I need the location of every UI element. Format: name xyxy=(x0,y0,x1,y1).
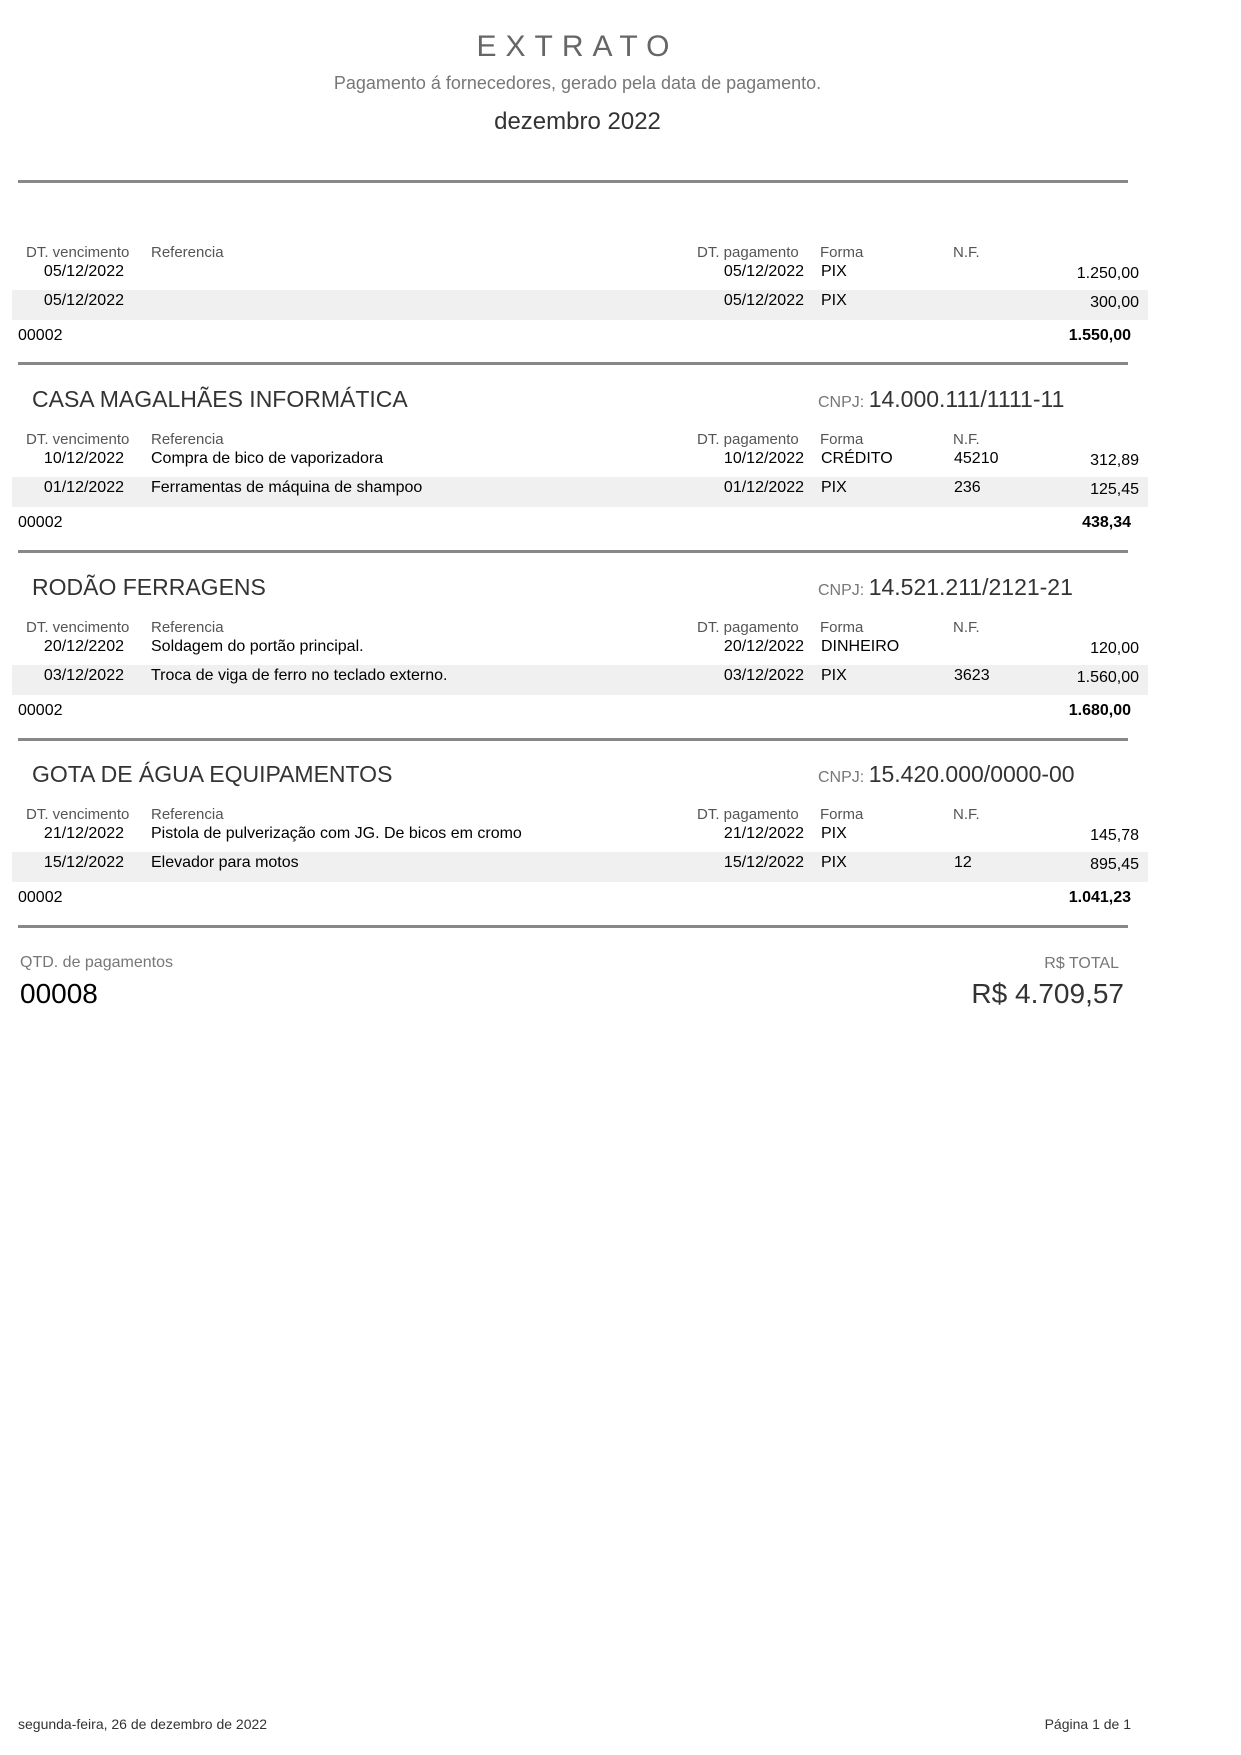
col-due-header: DT. vencimento xyxy=(26,619,130,636)
payment-date: 01/12/2022 xyxy=(723,479,804,496)
table-row xyxy=(12,823,1148,853)
payments-count-value: 00008 xyxy=(20,978,98,1009)
group-count: 00002 xyxy=(18,514,63,531)
invoice-number: 3623 xyxy=(954,667,990,684)
amount: 312,89 xyxy=(1090,452,1139,469)
amount: 300,00 xyxy=(1090,294,1139,311)
col-paid-header: DT. pagamento xyxy=(697,806,799,823)
group-count: 00002 xyxy=(18,327,63,344)
col-nf-header: N.F. xyxy=(953,244,980,261)
table-row xyxy=(12,290,1148,320)
group-count: 00002 xyxy=(18,702,63,719)
payment-method: PIX xyxy=(821,667,847,684)
col-nf-header: N.F. xyxy=(953,806,980,823)
payment-date: 05/12/2022 xyxy=(723,292,804,309)
supplier-name: RODÃO FERRAGENS xyxy=(32,574,266,600)
col-method-header: Forma xyxy=(820,431,864,448)
col-paid-header: DT. pagamento xyxy=(697,619,799,636)
amount: 1.560,00 xyxy=(1076,669,1139,686)
page-number: Página 1 de 1 xyxy=(1044,1716,1131,1732)
supplier-cnpj xyxy=(818,386,1064,413)
payment-date: 03/12/2022 xyxy=(723,667,804,684)
cnpj-label: CNPJ: xyxy=(818,394,865,411)
payment-method: DINHEIRO xyxy=(821,638,900,655)
report-subtitle: Pagamento á fornecedores, gerado pela data de pagamento. xyxy=(333,73,822,93)
table-row xyxy=(12,477,1148,507)
payment-method: CRÉDITO xyxy=(821,450,893,467)
payment-method: PIX xyxy=(821,854,847,871)
cnpj-label: CNPJ: xyxy=(818,582,865,599)
col-paid-header: DT. pagamento xyxy=(697,244,799,261)
table-row xyxy=(12,448,1148,478)
grand-total-label: R$ TOTAL xyxy=(1044,955,1119,972)
payment-date: 05/12/2022 xyxy=(723,263,804,280)
due-date: 01/12/2022 xyxy=(43,479,124,496)
cnpj-label: CNPJ: xyxy=(818,769,865,786)
payment-date: 21/12/2022 xyxy=(723,825,804,842)
col-due-header: DT. vencimento xyxy=(26,244,130,261)
group-count: 00002 xyxy=(18,889,63,906)
group-divider xyxy=(18,550,1128,553)
col-method-header: Forma xyxy=(820,619,864,636)
header-divider xyxy=(18,180,1128,183)
payment-method: PIX xyxy=(821,479,847,496)
group-total: 1.680,00 xyxy=(1068,702,1131,719)
supplier-cnpj xyxy=(818,761,1075,788)
invoice-number: 236 xyxy=(954,479,981,496)
payments-count-label: QTD. de pagamentos xyxy=(20,954,173,971)
col-ref-header: Referencia xyxy=(151,431,224,448)
table-row xyxy=(12,665,1148,695)
reference: Troca de viga de ferro no teclado externo. xyxy=(151,667,448,684)
due-date: 10/12/2022 xyxy=(43,450,124,467)
report-month: dezembro 2022 xyxy=(494,108,661,135)
supplier-name: CASA MAGALHÃES INFORMÁTICA xyxy=(32,386,408,412)
due-date: 20/12/2202 xyxy=(43,638,124,655)
col-ref-header: Referencia xyxy=(151,806,224,823)
due-date: 05/12/2022 xyxy=(43,292,124,309)
due-date: 15/12/2022 xyxy=(43,854,124,871)
amount: 125,45 xyxy=(1090,481,1139,498)
table-row xyxy=(12,636,1148,666)
amount: 145,78 xyxy=(1090,827,1139,844)
payment-date: 10/12/2022 xyxy=(723,450,804,467)
due-date: 05/12/2022 xyxy=(43,263,124,280)
col-method-header: Forma xyxy=(820,244,864,261)
report-title: EXTRATO xyxy=(476,30,679,63)
payment-method: PIX xyxy=(821,263,847,280)
col-due-header: DT. vencimento xyxy=(26,806,130,823)
payment-date: 15/12/2022 xyxy=(723,854,804,871)
invoice-number: 45210 xyxy=(954,450,999,467)
supplier-name: GOTA DE ÁGUA EQUIPAMENTOS xyxy=(32,761,393,787)
group-total: 1.550,00 xyxy=(1068,327,1131,344)
due-date: 03/12/2022 xyxy=(43,667,124,684)
reference: Pistola de pulverização com JG. De bicos em cromo xyxy=(151,825,522,842)
amount: 120,00 xyxy=(1090,640,1139,657)
col-method-header: Forma xyxy=(820,806,864,823)
table-row xyxy=(12,852,1148,882)
summary-divider xyxy=(18,925,1128,928)
group-divider xyxy=(18,738,1128,741)
cnpj-value: 14.000.111/1111-11 xyxy=(868,386,1065,412)
payment-method: PIX xyxy=(821,825,847,842)
invoice-number: 12 xyxy=(954,854,972,871)
amount: 895,45 xyxy=(1090,856,1139,873)
footer-date: segunda-feira, 26 de dezembro de 2022 xyxy=(18,1716,268,1732)
table-row xyxy=(12,261,1148,291)
reference: Compra de bico de vaporizadora xyxy=(151,450,384,467)
col-nf-header: N.F. xyxy=(953,619,980,636)
col-ref-header: Referencia xyxy=(151,619,224,636)
col-ref-header: Referencia xyxy=(151,244,224,261)
payment-method: PIX xyxy=(821,292,847,309)
cnpj-value: 15.420.000/0000-00 xyxy=(868,761,1075,787)
group-total: 1.041,23 xyxy=(1068,889,1131,906)
group-divider xyxy=(18,362,1128,365)
col-paid-header: DT. pagamento xyxy=(697,431,799,448)
payment-date: 20/12/2022 xyxy=(723,638,804,655)
col-due-header: DT. vencimento xyxy=(26,431,130,448)
supplier-cnpj xyxy=(818,574,1073,601)
reference: Ferramentas de máquina de shampoo xyxy=(151,479,423,496)
cnpj-value: 14.521.211/2121-21 xyxy=(868,574,1073,600)
amount: 1.250,00 xyxy=(1076,265,1139,282)
reference: Soldagem do portão principal. xyxy=(151,638,364,655)
due-date: 21/12/2022 xyxy=(43,825,124,842)
reference: Elevador para motos xyxy=(151,854,299,871)
col-nf-header: N.F. xyxy=(953,431,980,448)
group-total: 438,34 xyxy=(1082,514,1131,531)
grand-total-value: R$ 4.709,57 xyxy=(971,978,1124,1009)
